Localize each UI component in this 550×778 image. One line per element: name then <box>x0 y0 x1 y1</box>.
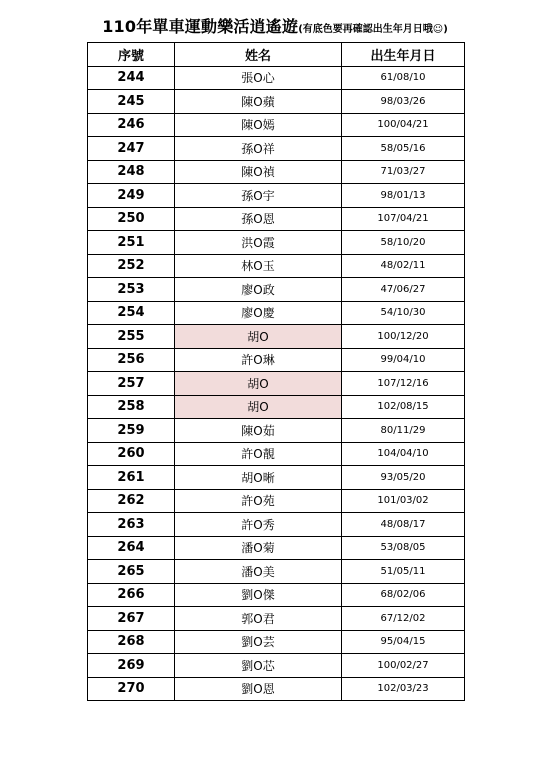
page-title <box>0 14 550 37</box>
cell-birth-date: 98/01/13 <box>342 184 465 208</box>
table-row <box>88 231 465 255</box>
cell-serial-number: 270 <box>88 677 175 701</box>
cell-birth-date: 80/11/29 <box>342 419 465 443</box>
cell-birth-date: 51/05/11 <box>342 560 465 584</box>
cell-serial-number: 247 <box>88 137 175 161</box>
title-note: (有底色要再確認出生年月日哦☺) <box>298 24 448 35</box>
cell-name: 孫O恩 <box>175 207 342 231</box>
table-row <box>88 348 465 372</box>
table-row <box>88 607 465 631</box>
cell-serial-number: 263 <box>88 513 175 537</box>
cell-birth-date: 61/08/10 <box>342 66 465 90</box>
cell-birth-date: 48/08/17 <box>342 513 465 537</box>
cell-serial-number: 246 <box>88 113 175 137</box>
cell-serial-number: 257 <box>88 372 175 396</box>
cell-birth-date: 68/02/06 <box>342 583 465 607</box>
table-row <box>88 254 465 278</box>
cell-birth-date: 58/10/20 <box>342 231 465 255</box>
cell-serial-number: 267 <box>88 607 175 631</box>
cell-name: 陳O嫣 <box>175 113 342 137</box>
table-body <box>88 66 465 701</box>
cell-name: 許O苑 <box>175 489 342 513</box>
cell-name: 許O秀 <box>175 513 342 537</box>
cell-birth-date: 67/12/02 <box>342 607 465 631</box>
cell-serial-number: 262 <box>88 489 175 513</box>
cell-name: 胡O <box>175 395 342 419</box>
table-row <box>88 489 465 513</box>
table-row <box>88 90 465 114</box>
cell-name: 潘O菊 <box>175 536 342 560</box>
table-row <box>88 113 465 137</box>
cell-serial-number: 254 <box>88 301 175 325</box>
table-row <box>88 442 465 466</box>
cell-name: 胡O晰 <box>175 466 342 490</box>
cell-serial-number: 265 <box>88 560 175 584</box>
cell-name: 許O靚 <box>175 442 342 466</box>
cell-birth-date: 100/02/27 <box>342 654 465 678</box>
cell-name: 張O心 <box>175 66 342 90</box>
cell-birth-date: 102/03/23 <box>342 677 465 701</box>
cell-serial-number: 264 <box>88 536 175 560</box>
table-row <box>88 630 465 654</box>
cell-birth-date: 104/04/10 <box>342 442 465 466</box>
table-row <box>88 278 465 302</box>
table-header-row <box>88 43 465 67</box>
cell-birth-date: 100/04/21 <box>342 113 465 137</box>
table-row <box>88 677 465 701</box>
cell-name: 廖O政 <box>175 278 342 302</box>
cell-serial-number: 269 <box>88 654 175 678</box>
cell-serial-number: 249 <box>88 184 175 208</box>
roster-table <box>87 42 465 701</box>
cell-serial-number: 244 <box>88 66 175 90</box>
cell-serial-number: 261 <box>88 466 175 490</box>
cell-serial-number: 245 <box>88 90 175 114</box>
cell-birth-date: 107/04/21 <box>342 207 465 231</box>
cell-name: 陳O禎 <box>175 160 342 184</box>
cell-birth-date: 71/03/27 <box>342 160 465 184</box>
cell-name: 劉O恩 <box>175 677 342 701</box>
cell-birth-date: 95/04/15 <box>342 630 465 654</box>
table-row <box>88 560 465 584</box>
table-row <box>88 160 465 184</box>
table-row <box>88 513 465 537</box>
cell-birth-date: 100/12/20 <box>342 325 465 349</box>
cell-serial-number: 250 <box>88 207 175 231</box>
table-row <box>88 466 465 490</box>
table-row <box>88 66 465 90</box>
table-row <box>88 583 465 607</box>
table-row <box>88 184 465 208</box>
cell-birth-date: 99/04/10 <box>342 348 465 372</box>
cell-name: 陳O蘋 <box>175 90 342 114</box>
cell-name: 洪O霞 <box>175 231 342 255</box>
cell-name: 胡O <box>175 372 342 396</box>
cell-name: 劉O芸 <box>175 630 342 654</box>
cell-birth-date: 53/08/05 <box>342 536 465 560</box>
cell-serial-number: 258 <box>88 395 175 419</box>
table-row <box>88 654 465 678</box>
title-main: 110年單車運動樂活逍遙遊 <box>102 17 299 36</box>
cell-birth-date: 102/08/15 <box>342 395 465 419</box>
cell-name: 孫O祥 <box>175 137 342 161</box>
cell-name: 劉O芯 <box>175 654 342 678</box>
table-row <box>88 536 465 560</box>
cell-birth-date: 48/02/11 <box>342 254 465 278</box>
table-row <box>88 301 465 325</box>
cell-birth-date: 98/03/26 <box>342 90 465 114</box>
cell-serial-number: 251 <box>88 231 175 255</box>
cell-name: 劉O傑 <box>175 583 342 607</box>
table-row <box>88 137 465 161</box>
cell-serial-number: 253 <box>88 278 175 302</box>
cell-name: 胡O <box>175 325 342 349</box>
cell-serial-number: 252 <box>88 254 175 278</box>
table-row <box>88 419 465 443</box>
cell-name: 林O玉 <box>175 254 342 278</box>
cell-name: 孫O宇 <box>175 184 342 208</box>
cell-serial-number: 268 <box>88 630 175 654</box>
cell-name: 許O琳 <box>175 348 342 372</box>
cell-serial-number: 259 <box>88 419 175 443</box>
cell-serial-number: 260 <box>88 442 175 466</box>
header-serial-number: 序號 <box>88 43 175 67</box>
cell-birth-date: 93/05/20 <box>342 466 465 490</box>
table-row <box>88 395 465 419</box>
cell-birth-date: 58/05/16 <box>342 137 465 161</box>
cell-name: 潘O美 <box>175 560 342 584</box>
cell-serial-number: 248 <box>88 160 175 184</box>
cell-birth-date: 107/12/16 <box>342 372 465 396</box>
header-birth-date: 出生年月日 <box>342 43 465 67</box>
cell-birth-date: 47/06/27 <box>342 278 465 302</box>
cell-name: 郭O君 <box>175 607 342 631</box>
table-row <box>88 207 465 231</box>
cell-serial-number: 256 <box>88 348 175 372</box>
cell-serial-number: 255 <box>88 325 175 349</box>
cell-birth-date: 101/03/02 <box>342 489 465 513</box>
cell-name: 廖O慶 <box>175 301 342 325</box>
table-row <box>88 325 465 349</box>
header-name: 姓名 <box>175 43 342 67</box>
cell-serial-number: 266 <box>88 583 175 607</box>
table-row <box>88 372 465 396</box>
cell-birth-date: 54/10/30 <box>342 301 465 325</box>
cell-name: 陳O茹 <box>175 419 342 443</box>
